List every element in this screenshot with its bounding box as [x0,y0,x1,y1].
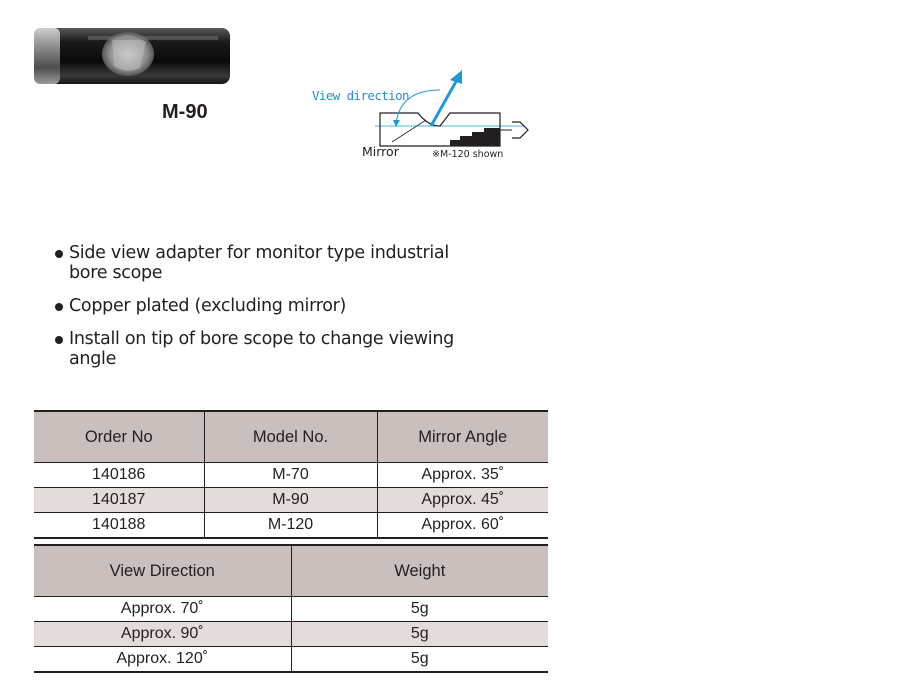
cell-model-no: M-90 [204,488,377,513]
view-direction-label: View direction [312,88,409,103]
table-row [34,597,548,622]
cell-order-no: 140187 [34,488,204,513]
model-caption: M-90 [162,101,208,123]
view-weight-table [34,544,548,673]
table-header-row [34,411,548,463]
table-row [34,463,548,488]
header-view-direction: View Direction [34,545,291,597]
header-weight: Weight [291,545,548,597]
feature-item [54,296,574,316]
feature-text: Copper plated (excluding mirror) [69,296,347,316]
bullet-icon [55,336,63,344]
cell-order-no: 140186 [34,463,204,488]
table-row [34,488,548,513]
header-model-no: Model No. [204,411,377,463]
mirror-label: Mirror [362,144,399,159]
table-row [34,513,548,539]
model-shown-note: ※M-120 shown [432,149,504,160]
table-header-row [34,545,548,597]
cell-model-no: M-70 [204,463,377,488]
feature-text: Install on tip of bore scope to change viewing angle [69,329,454,369]
feature-list [54,243,574,382]
cell-mirror-angle: Approx. 60˚ [377,513,548,539]
cell-weight: 5g [291,647,548,673]
cell-weight: 5g [291,597,548,622]
cell-weight: 5g [291,622,548,647]
table-row [34,622,548,647]
model-spec-table [34,410,548,539]
bullet-icon [55,250,63,258]
feature-item [54,243,574,283]
cell-model-no: M-120 [204,513,377,539]
product-photo [28,10,238,100]
cell-view-direction: Approx. 120˚ [34,647,291,673]
cell-order-no: 140188 [34,513,204,539]
header-mirror-angle: Mirror Angle [377,411,548,463]
cell-view-direction: Approx. 70˚ [34,597,291,622]
cell-mirror-angle: Approx. 45˚ [377,488,548,513]
feature-text: Side view adapter for monitor type industrial bore scope [69,243,449,283]
cell-view-direction: Approx. 90˚ [34,622,291,647]
table-row [34,647,548,673]
view-direction-diagram [300,60,550,170]
header-order-no: Order No [34,411,204,463]
cell-mirror-angle: Approx. 35˚ [377,463,548,488]
feature-item [54,329,574,369]
bullet-icon [55,303,63,311]
